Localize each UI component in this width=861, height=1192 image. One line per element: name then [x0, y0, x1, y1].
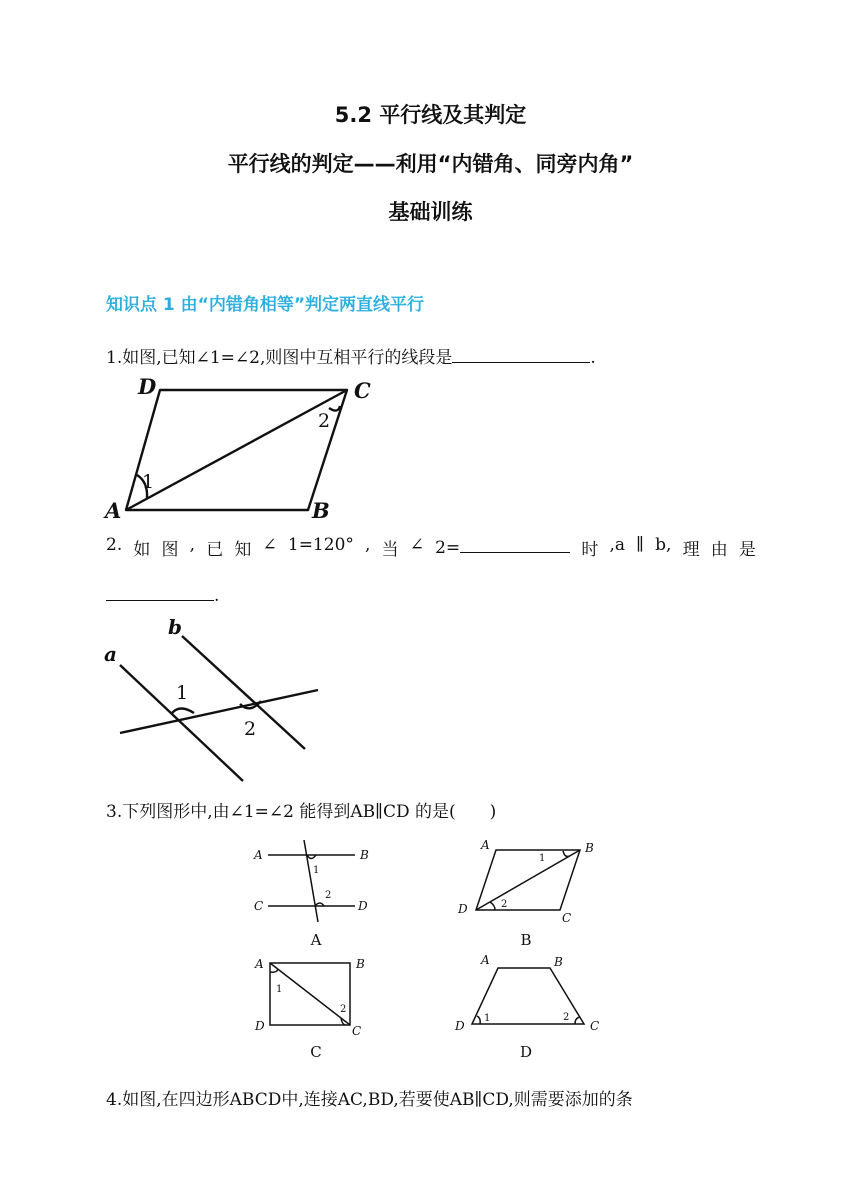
angle-label-2: 2 — [563, 1012, 570, 1023]
page-title: 5.2 平行线及其判定 — [334, 103, 527, 127]
angle-label-1: 1 — [142, 471, 155, 493]
angle-label-2: 2 — [318, 410, 331, 432]
question-1-end: . — [590, 348, 596, 368]
option-c-label[interactable]: C — [310, 1043, 322, 1061]
option-b-label[interactable]: B — [520, 931, 532, 949]
point-label-b: B — [554, 955, 563, 969]
question-2-reason — [106, 583, 219, 606]
point-label-c: C — [254, 899, 264, 913]
point-label-c: C — [352, 1024, 362, 1038]
q2-word: ∠ — [409, 535, 424, 555]
q2-word: 时 — [581, 540, 599, 560]
option-d-figure[interactable] — [450, 950, 610, 1040]
q2-word: 1=120° — [287, 535, 354, 555]
figure-parallel-lines — [100, 615, 330, 785]
point-label-c: C — [562, 911, 572, 925]
point-label-b: B — [585, 841, 594, 855]
point-label-a: A — [481, 953, 490, 967]
page-subtitle: 平行线的判定——利用“内错角、同旁内角” — [227, 152, 634, 176]
vertex-label-b: B — [312, 498, 330, 523]
q2-word: ∠ — [262, 535, 277, 555]
q2-word: 理 — [682, 540, 700, 560]
q2-word: 图 — [161, 540, 179, 560]
q2-angle-blank-group — [435, 535, 570, 560]
point-label-c: C — [590, 1019, 600, 1033]
angle-label-2: 2 — [340, 1004, 347, 1015]
question-1-text: 1.如图,已知∠1=∠2,则图中互相平行的线段是 — [106, 348, 453, 368]
answer-blank-2b[interactable] — [106, 583, 214, 601]
question-2-end: . — [214, 586, 220, 606]
q2-word: 由 — [710, 540, 728, 560]
angle-label-2: 2 — [244, 718, 257, 740]
point-label-a: A — [255, 957, 264, 971]
q2-word: 已 — [206, 540, 224, 560]
angle-label-1: 1 — [313, 865, 320, 876]
option-a-label[interactable]: A — [310, 931, 322, 949]
point-label-d: D — [458, 902, 468, 916]
angle-label-1: 1 — [176, 682, 189, 704]
q2-word: 2= — [435, 538, 461, 558]
angle-label-1: 1 — [539, 853, 546, 864]
q2-word: 2. — [106, 535, 123, 555]
angle-label-2: 2 — [325, 890, 332, 901]
point-label-b: B — [356, 957, 365, 971]
question-4: 4.如图,在四边形ABCD中,连接AC,BD,若要使AB∥CD,则需要添加的条 — [106, 1090, 633, 1110]
angle-label-1: 1 — [276, 984, 283, 995]
q2-word: 如 — [133, 540, 151, 560]
line-label-b: b — [168, 615, 182, 639]
q2-word: b, — [655, 535, 672, 555]
option-a-figure[interactable] — [250, 838, 375, 928]
point-label-d: D — [255, 1019, 265, 1033]
option-c-figure[interactable] — [250, 950, 375, 1040]
q2-word: ∥ — [636, 535, 644, 555]
point-label-d: D — [358, 899, 368, 913]
q2-word: 当 — [381, 540, 399, 560]
option-d-label[interactable]: D — [519, 1043, 533, 1061]
page-section-title: 基础训练 — [388, 200, 473, 224]
option-b-figure[interactable] — [455, 838, 605, 923]
q2-word: , — [365, 535, 371, 555]
vertex-label-a: A — [105, 498, 122, 523]
answer-blank-2a[interactable] — [460, 535, 570, 553]
point-label-a: A — [254, 848, 263, 862]
point-label-d: D — [455, 1019, 465, 1033]
angle-label-1: 1 — [484, 1013, 491, 1024]
answer-blank-1[interactable] — [452, 345, 590, 363]
q2-word: 是 — [738, 540, 756, 560]
q2-word: ,a — [609, 535, 625, 555]
vertex-label-d: D — [138, 374, 157, 399]
q2-word: , — [189, 535, 196, 555]
vertex-label-c: C — [354, 378, 371, 403]
angle-label-2: 2 — [501, 899, 508, 910]
q2-word: 知 — [234, 540, 252, 560]
point-label-a: A — [481, 838, 490, 852]
question-3: 3.下列图形中,由∠1=∠2 能得到AB∥CD 的是( ) — [106, 802, 497, 822]
point-label-b: B — [360, 848, 369, 862]
question-2 — [106, 535, 756, 560]
line-label-a: a — [104, 642, 117, 666]
question-1 — [106, 343, 596, 368]
figure-parallelogram — [100, 370, 390, 530]
knowledge-point-heading: 知识点 1 由“内错角相等”判定两直线平行 — [106, 295, 425, 315]
